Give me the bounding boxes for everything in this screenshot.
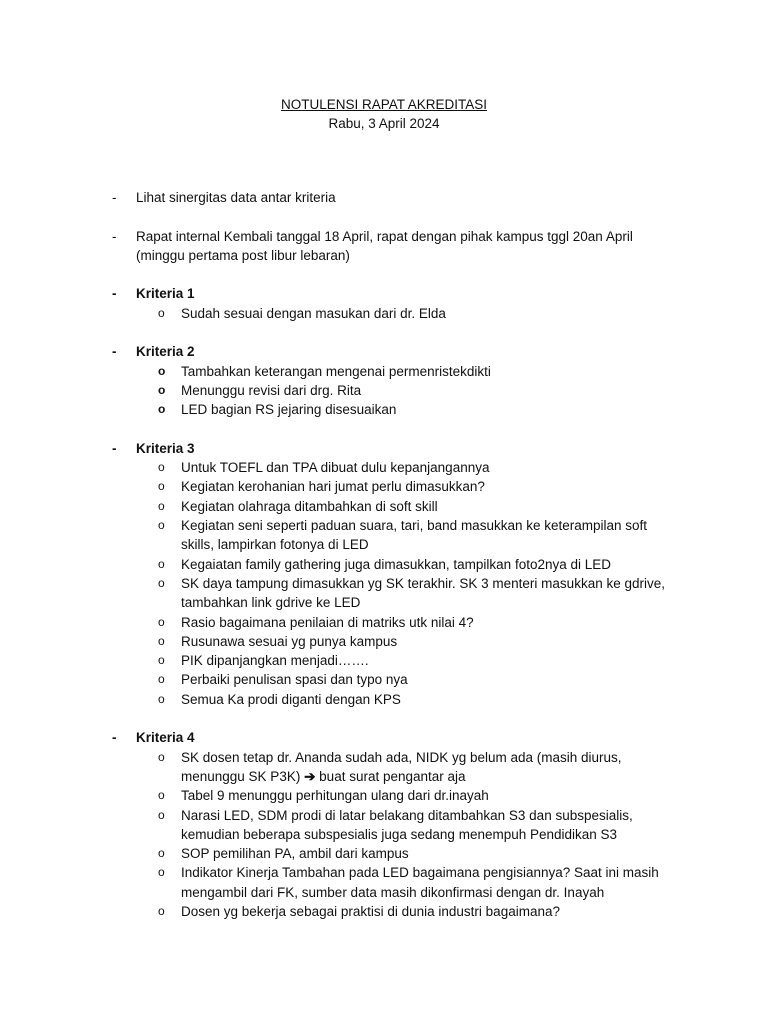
sub-item [0, 902, 671, 921]
sub-text: Dosen yg bekerja sebagai praktisi di dunia industri bagaimana? [181, 903, 560, 919]
circle-bullet: o [158, 363, 166, 378]
document-title: NOTULENSI RAPAT AKREDITASI [280, 97, 488, 112]
sub-item [0, 381, 671, 400]
circle-bullet: o [158, 653, 165, 668]
circle-bullet: o [158, 633, 165, 648]
sub-text: buat surat pengantar aja [319, 768, 466, 784]
note-item-rapat [0, 227, 676, 266]
sub-text: Untuk TOEFL dan TPA dibuat dulu kepanjangannya [181, 460, 490, 476]
circle-bullet: o [158, 614, 165, 629]
sub-item [0, 806, 671, 845]
sub-item [0, 400, 671, 419]
circle-bullet: o [158, 672, 165, 687]
circle-bullet: o [158, 749, 165, 764]
kriteria-1-heading [0, 284, 676, 303]
dash-bullet: - [112, 190, 117, 205]
circle-bullet: o [158, 305, 165, 320]
sub-item [0, 613, 671, 632]
circle-bullet: o [158, 575, 165, 590]
sub-text: SOP pemilihan PA, ambil dari kampus [181, 846, 409, 862]
dash-bullet: - [112, 440, 117, 456]
heading-text: Kriteria 3 [136, 440, 195, 456]
circle-bullet: o [158, 498, 165, 513]
sub-item [0, 863, 671, 902]
circle-bullet: o [158, 865, 165, 880]
sub-text: Rusunawa sesuai yg punya kampus [181, 633, 398, 649]
kriteria-4-heading [0, 728, 676, 747]
meeting-date: Rabu, 3 April 2024 [328, 116, 440, 131]
circle-bullet: o [158, 518, 165, 533]
sub-text: SK dosen tetap dr. Ananda sudah ada, NIDK yg belum ada (masih diurus, menunggu SK P3K) [181, 749, 622, 784]
sub-text: Rasio bagaimana penilaian di matriks utk nilai 4? [181, 614, 474, 630]
sub-item [0, 304, 671, 323]
sub-text: Kegiatan seni seperti paduan suara, tari, band masukkan ke keterampilan soft skills, lampirkan fotonya di LED [181, 518, 648, 553]
kriteria-2-heading [0, 342, 676, 361]
circle-bullet: o [158, 402, 166, 417]
sub-item [0, 690, 671, 709]
circle-bullet: o [158, 807, 165, 822]
sub-item [0, 477, 671, 496]
note-text: Lihat sinergitas data antar kriteria [136, 190, 336, 205]
sub-text: Indikator Kinerja Tambahan pada LED bagaimana pengisiannya? Saat ini masih mengambil dari FK, sumber data masih dikonfirmasi dengan dr. Inayah [181, 865, 659, 900]
dash-bullet: - [112, 730, 117, 746]
sub-text: Menunggu revisi dari drg. Rita [181, 382, 362, 398]
sub-text: Kegaiatan family gathering juga dimasukkan, tampilkan foto2nya di LED [181, 556, 612, 572]
sub-item [0, 651, 671, 670]
document-header [0, 95, 768, 133]
circle-bullet: o [158, 479, 165, 494]
sub-text: Kegiatan olahraga ditambahkan di soft skill [181, 498, 438, 514]
circle-bullet: o [158, 556, 165, 571]
sub-item [0, 516, 671, 555]
arrow-right-icon: ➔ [304, 768, 316, 784]
heading-text: Kriteria 4 [136, 730, 195, 746]
sub-text: Narasi LED, SDM prodi di latar belakang ditambahkan S3 dan subspesialis, kemudian beberapa subspesialis juga sedang menempuh Pendidikan S3 [181, 807, 633, 842]
sub-item [0, 497, 671, 516]
sub-item [0, 670, 671, 689]
dash-bullet: - [112, 228, 117, 244]
sub-text: SK daya tampung dimasukkan yg SK terakhir. SK 3 menteri masukkan ke gdrive, tambahkan link gdrive ke LED [181, 575, 665, 611]
sub-item [0, 844, 671, 863]
sub-text: Tabel 9 menunggu perhitungan ulang dari dr.inayah [181, 788, 489, 804]
circle-bullet: o [158, 788, 165, 803]
sub-item [0, 786, 671, 805]
sub-text: Perbaiki penulisan spasi dan typo nya [181, 672, 408, 688]
sub-item [0, 458, 671, 477]
sub-item [0, 574, 671, 613]
dash-bullet: - [112, 344, 117, 360]
sub-item [0, 555, 671, 574]
notes-body [0, 188, 768, 921]
circle-bullet: o [158, 903, 165, 918]
sub-item [0, 748, 671, 787]
circle-bullet: o [158, 846, 165, 861]
circle-bullet: o [158, 382, 166, 397]
heading-text: Kriteria 2 [136, 344, 195, 360]
heading-text: Kriteria 1 [136, 286, 195, 302]
sub-text: LED bagian RS jejaring disesuaikan [181, 402, 397, 418]
sub-text: PIK dipanjangkan menjadi……. [181, 653, 369, 669]
sub-text: Semua Ka prodi diganti dengan KPS [181, 691, 401, 707]
circle-bullet: o [158, 460, 165, 475]
note-item-sinergitas [0, 188, 676, 207]
note-text: Rapat internal Kembali tanggal 18 April, rapat dengan pihak kampus tggl 20an April (minggu pertama post libur lebaran) [136, 228, 633, 263]
sub-item [0, 362, 671, 381]
circle-bullet: o [158, 691, 165, 706]
dash-bullet: - [112, 286, 117, 302]
sub-text: Sudah sesuai dengan masukan dari dr. Elda [181, 305, 446, 321]
sub-text: Tambahkan keterangan mengenai permenristekdikti [181, 363, 491, 379]
sub-item [0, 632, 671, 651]
sub-text: Kegiatan kerohanian hari jumat perlu dimasukkan? [181, 479, 485, 495]
kriteria-3-heading [0, 439, 676, 458]
